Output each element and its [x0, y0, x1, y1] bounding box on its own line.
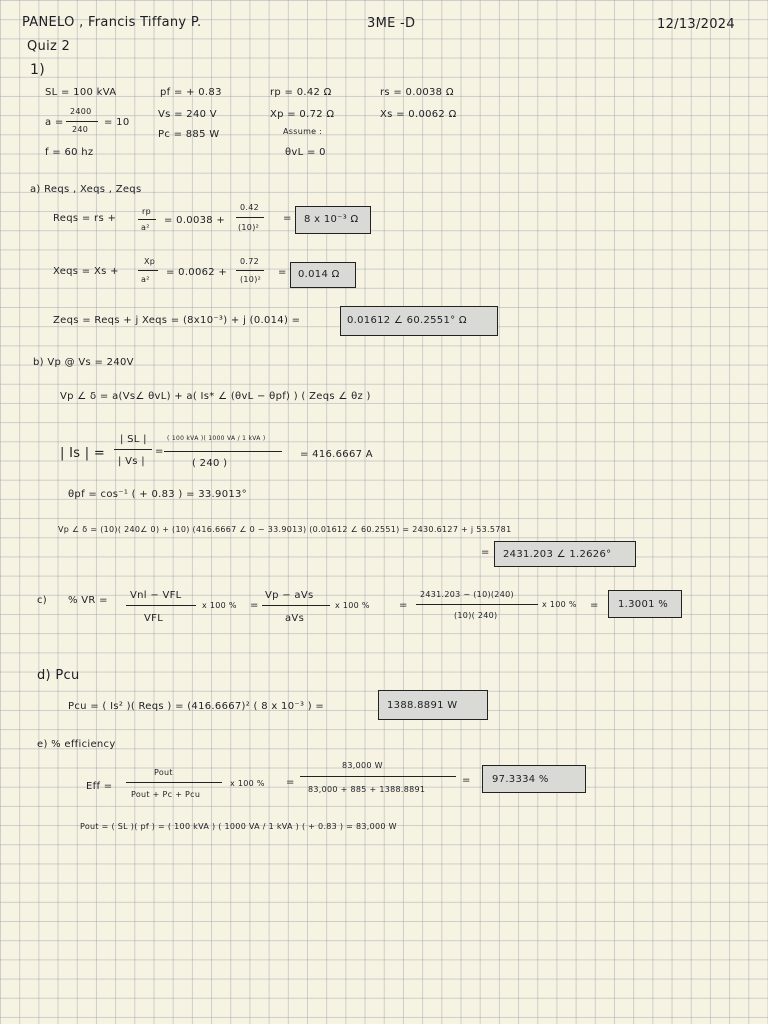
vr-fraction2-bar [262, 605, 330, 606]
zeq-equation: Zeqs = Reqs + j Xeqs = (8x10⁻³) + j (0.014) = [53, 315, 301, 326]
zeq-answer: 0.01612 ∠ 60.2551° Ω [347, 315, 467, 326]
part-a-title: a) Reqs , Xeqs , Zeqs [30, 184, 142, 195]
eff-fraction1-denominator: Pout + Pc + Pcu [131, 790, 201, 799]
req-equals: = [283, 213, 292, 224]
req-answer-box [295, 206, 371, 234]
xeq-lhs: Xeqs = Xs + [53, 266, 119, 277]
given-pf: pf = + 0.83 [160, 87, 222, 98]
part-e-title: e) % efficiency [37, 739, 116, 750]
given-a-denominator: 240 [72, 125, 89, 134]
is-lhs: | Is | = [60, 446, 106, 461]
part-b-title: b) Vp @ Vs = 240V [33, 357, 134, 368]
vr-fraction3-multiplier: x 100 % [542, 600, 577, 609]
given-rs: rs = 0.0038 Ω [380, 87, 454, 98]
xeq-answer: 0.014 Ω [298, 269, 340, 280]
eff-answer-box [482, 765, 586, 793]
problem-number: 1) [30, 62, 45, 78]
zeq-answer-box [340, 306, 498, 336]
vr-equals1: = [250, 600, 259, 611]
req-lhs: Reqs = rs + [53, 213, 117, 224]
eff-fraction1-multiplier: x 100 % [230, 779, 265, 788]
eff-lhs: Eff = [86, 781, 113, 792]
pcu-equation: Pcu = ( Is² )( Reqs ) = (416.6667)² ( 8 x 10⁻³ ) = [68, 701, 325, 712]
vp-polar-equals: = [481, 547, 490, 558]
vp-answer: 2431.203 ∠ 1.2626° [503, 549, 612, 560]
xeq-fraction2-denominator: (10)² [240, 275, 262, 284]
eff-equals2: = [462, 775, 471, 786]
xeq-answer-box [290, 262, 356, 288]
vr-lhs: % VR = [68, 595, 108, 606]
is-fraction1-denominator: | Vs | [118, 456, 145, 467]
given-a-numerator: 2400 [70, 107, 92, 116]
is-fraction1-bar [114, 449, 152, 450]
given-a-fraction-bar [66, 121, 98, 122]
xeq-fraction1-numerator: Xp [144, 257, 156, 266]
vp-substitution: Vp ∠ δ = (10)( 240∠ 0) + (10) (416.6667 ∠ 0 − 33.9013) (0.01612 ∠ 60.2551) = 2430.6127 + j 53.5781 [58, 525, 512, 534]
is-fraction2-numerator: ( 100 kVA )( 1000 VA / 1 kVA ) [167, 435, 266, 442]
given-xp: Xp = 0.72 Ω [270, 109, 335, 120]
eff-fraction1-bar [126, 782, 222, 783]
vr-answer-box [608, 590, 682, 618]
given-frequency: f = 60 hz [45, 147, 94, 158]
vr-equals2: = [399, 600, 408, 611]
given-sl: SL = 100 kVA [45, 87, 117, 98]
theta-pf-equation: θpf = cos⁻¹ ( + 0.83 ) = 33.9013° [68, 489, 247, 500]
vr-answer: 1.3001 % [618, 599, 669, 610]
vp-general-equation: Vp ∠ δ = a(Vs∠ θvL) + a( Is* ∠ (θvL − θpf) ) ( Zeqs ∠ θz ) [60, 391, 371, 402]
part-c-label: c) [37, 595, 47, 606]
req-fraction1-bar [138, 219, 156, 220]
req-middle: = 0.0038 + [164, 215, 226, 226]
req-fraction1-numerator: rp [142, 207, 151, 216]
quiz-label: Quiz 2 [27, 39, 71, 54]
date-label: 12/13/2024 [657, 17, 735, 32]
xeq-equals: = [278, 267, 287, 278]
given-a-value: = 10 [104, 117, 130, 128]
req-fraction2-denominator: (10)² [238, 223, 260, 232]
eff-fraction2-denominator: 83,000 + 885 + 1388.8891 [308, 785, 426, 794]
student-name: PANELO , Francis Tiffany P. [22, 15, 202, 30]
xeq-middle: = 0.0062 + [166, 267, 228, 278]
vr-equals3: = [590, 600, 599, 611]
vr-fraction2-denominator: aVs [285, 613, 305, 624]
req-fraction1-denominator: a² [141, 223, 150, 232]
eff-answer: 97.3334 % [492, 774, 549, 785]
pout-equation: Pout = ( SL )( pf ) = ( 100 kVA ) ( 1000 VA / 1 kVA ) ( + 0.83 ) = 83,000 W [80, 822, 397, 831]
req-fraction2-bar [236, 217, 264, 218]
is-equals: = [155, 446, 164, 457]
given-pc: Pc = 885 W [158, 129, 220, 140]
eff-fraction2-bar [300, 776, 456, 777]
pcu-answer: 1388.8891 W [387, 700, 458, 711]
vr-fraction1-bar [126, 605, 196, 606]
xeq-fraction2-numerator: 0.72 [240, 257, 260, 266]
eff-fraction1-numerator: Pout [154, 768, 173, 777]
part-d-title: d) Pcu [37, 668, 80, 683]
eff-fraction2-numerator: 83,000 W [342, 761, 383, 770]
given-a-label: a = [45, 117, 64, 128]
vr-fraction2-multiplier: x 100 % [335, 601, 370, 610]
is-fraction2-bar [164, 451, 282, 452]
section-label: 3ME -D [367, 16, 416, 31]
xeq-fraction1-denominator: a² [141, 275, 150, 284]
vr-fraction1-numerator: Vnl − VFL [130, 590, 182, 601]
given-theta: θvL = 0 [285, 147, 326, 158]
xeq-fraction1-bar [138, 270, 158, 271]
eff-equals1: = [286, 777, 295, 788]
vr-fraction3-bar [416, 604, 538, 605]
req-fraction2-numerator: 0.42 [240, 203, 260, 212]
given-rp: rp = 0.42 Ω [270, 87, 332, 98]
is-fraction2-denominator: ( 240 ) [192, 458, 228, 469]
vr-fraction1-multiplier: x 100 % [202, 601, 237, 610]
pcu-answer-box [378, 690, 488, 720]
vr-fraction2-numerator: Vp − aVs [265, 590, 314, 601]
given-vs: Vs = 240 V [158, 109, 217, 120]
vr-fraction3-denominator: (10)( 240) [454, 611, 498, 620]
given-xs: Xs = 0.0062 Ω [380, 109, 457, 120]
vp-answer-box [494, 541, 636, 567]
req-answer: 8 x 10⁻³ Ω [304, 214, 359, 225]
is-answer: = 416.6667 A [300, 449, 373, 460]
vr-fraction1-denominator: VFL [144, 613, 164, 624]
is-fraction1-numerator: | SL | [120, 434, 147, 445]
vr-fraction3-numerator: 2431.203 − (10)(240) [420, 590, 514, 599]
xeq-fraction2-bar [236, 270, 264, 271]
given-assume: Assume : [283, 127, 323, 136]
